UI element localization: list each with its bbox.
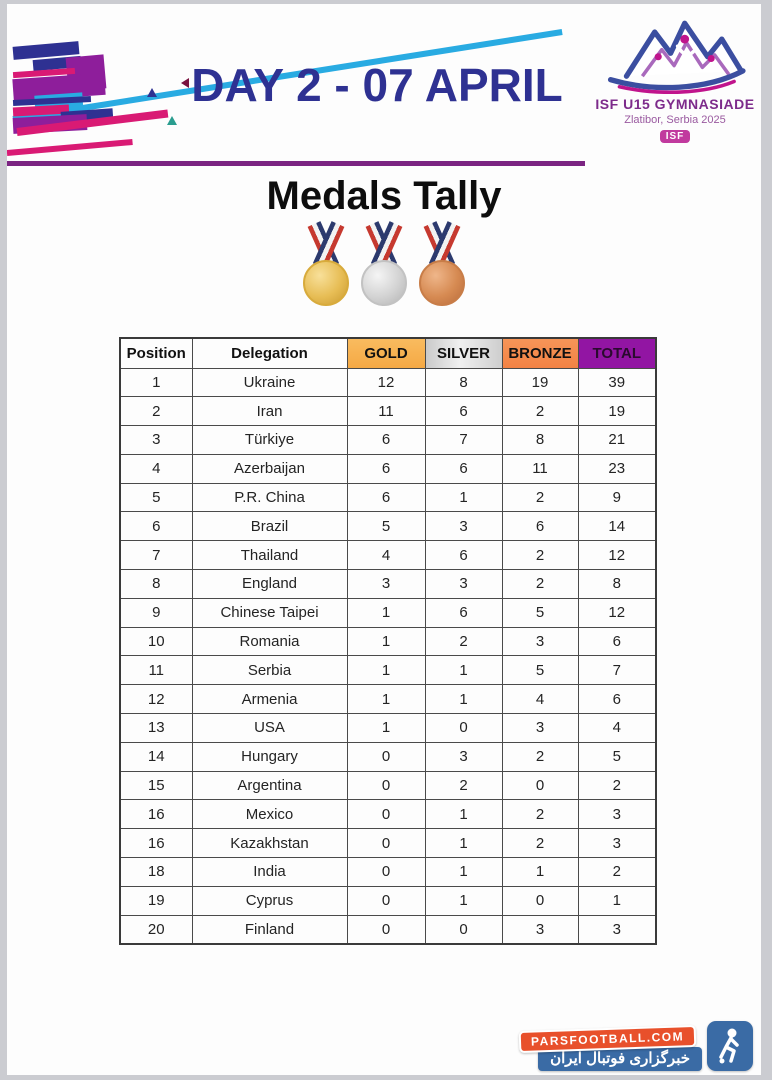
bronze-cell: 5 (502, 598, 578, 627)
total-cell: 23 (578, 454, 656, 483)
silver-cell: 3 (425, 570, 502, 599)
total-cell: 3 (578, 800, 656, 829)
silver-cell: 6 (425, 598, 502, 627)
bronze-cell: 2 (502, 829, 578, 858)
position-cell: 15 (120, 771, 192, 800)
position-cell: 13 (120, 714, 192, 743)
table-row (120, 627, 656, 656)
table-row (120, 742, 656, 771)
table-row (120, 426, 656, 455)
bronze-cell: 6 (502, 512, 578, 541)
bronze-cell: 5 (502, 656, 578, 685)
total-cell: 5 (578, 742, 656, 771)
bronze-cell: 3 (502, 915, 578, 944)
medals-table-body (120, 368, 656, 944)
gold-cell: 0 (347, 771, 425, 800)
position-cell: 5 (120, 483, 192, 512)
table-row (120, 454, 656, 483)
position-cell: 11 (120, 656, 192, 685)
delegation-cell: Thailand (192, 541, 347, 570)
delegation-cell: Argentina (192, 771, 347, 800)
total-cell: 1 (578, 886, 656, 915)
event-name: ISF U15 GYMNASIADE (595, 96, 755, 112)
table-row (120, 829, 656, 858)
gold-cell: 1 (347, 656, 425, 685)
position-cell: 9 (120, 598, 192, 627)
silver-cell: 7 (425, 426, 502, 455)
silver-cell: 1 (425, 829, 502, 858)
bronze-cell: 0 (502, 771, 578, 800)
position-cell: 16 (120, 829, 192, 858)
table-row (120, 685, 656, 714)
total-cell: 6 (578, 685, 656, 714)
total-cell: 4 (578, 714, 656, 743)
silver-cell: 8 (425, 368, 502, 397)
column-header-bronze: BRONZE (502, 338, 578, 368)
decor-triangle (167, 116, 177, 125)
bronze-cell: 4 (502, 685, 578, 714)
delegation-cell: Hungary (192, 742, 347, 771)
position-cell: 19 (120, 886, 192, 915)
bronze-cell: 2 (502, 570, 578, 599)
table-row (120, 512, 656, 541)
delegation-cell: Iran (192, 397, 347, 426)
total-cell: 21 (578, 426, 656, 455)
column-header-gold: GOLD (347, 338, 425, 368)
total-cell: 39 (578, 368, 656, 397)
position-cell: 2 (120, 397, 192, 426)
silver-cell: 1 (425, 656, 502, 685)
watermark-tagline: خبرگزاری فوتبال ایران (538, 1047, 702, 1071)
silver-cell: 3 (425, 512, 502, 541)
table-row (120, 800, 656, 829)
gold-cell: 4 (347, 541, 425, 570)
position-cell: 14 (120, 742, 192, 771)
silver-medal-icon (358, 224, 410, 306)
column-header-delegation: Delegation (192, 338, 347, 368)
section-title: Medals Tally (266, 174, 502, 218)
delegation-cell: Ukraine (192, 368, 347, 397)
bronze-cell: 1 (502, 858, 578, 887)
position-cell: 16 (120, 800, 192, 829)
table-row (120, 858, 656, 887)
silver-cell: 1 (425, 858, 502, 887)
bronze-cell: 2 (502, 742, 578, 771)
bronze-cell: 19 (502, 368, 578, 397)
decor-stripe (7, 139, 133, 156)
decor-triangle (147, 88, 157, 97)
position-cell: 6 (120, 512, 192, 541)
bronze-cell: 11 (502, 454, 578, 483)
table-row (120, 598, 656, 627)
bronze-medal-icon (416, 224, 468, 306)
position-cell: 8 (120, 570, 192, 599)
position-cell: 10 (120, 627, 192, 656)
total-cell: 19 (578, 397, 656, 426)
delegation-cell: Finland (192, 915, 347, 944)
gold-cell: 6 (347, 454, 425, 483)
gold-cell: 12 (347, 368, 425, 397)
mountains-gymnasts-icon (589, 16, 761, 94)
isf-badge: ISF (660, 130, 691, 143)
gold-cell: 0 (347, 829, 425, 858)
watermark-site: PARSFOOTBALL.COM (519, 1025, 697, 1053)
event-location: Zlatibor, Serbia 2025 (624, 114, 726, 126)
total-cell: 6 (578, 627, 656, 656)
position-cell: 4 (120, 454, 192, 483)
total-cell: 14 (578, 512, 656, 541)
medals-table (119, 337, 657, 945)
bronze-cell: 8 (502, 426, 578, 455)
silver-cell: 6 (425, 397, 502, 426)
table-row (120, 397, 656, 426)
delegation-cell: P.R. China (192, 483, 347, 512)
delegation-cell: Armenia (192, 685, 347, 714)
column-header-position: Position (120, 338, 192, 368)
silver-cell: 1 (425, 685, 502, 714)
position-cell: 18 (120, 858, 192, 887)
silver-cell: 1 (425, 800, 502, 829)
silver-cell: 2 (425, 627, 502, 656)
medal-icons (7, 224, 761, 306)
silver-cell: 6 (425, 541, 502, 570)
total-cell: 12 (578, 598, 656, 627)
gold-medal-icon (300, 224, 352, 306)
position-cell: 12 (120, 685, 192, 714)
delegation-cell: Romania (192, 627, 347, 656)
silver-cell: 2 (425, 771, 502, 800)
total-cell: 8 (578, 570, 656, 599)
column-header-total: TOTAL (578, 338, 656, 368)
gold-cell: 6 (347, 426, 425, 455)
delegation-cell: Cyprus (192, 886, 347, 915)
bronze-cell: 2 (502, 541, 578, 570)
bronze-cell: 3 (502, 627, 578, 656)
total-cell: 7 (578, 656, 656, 685)
table-row (120, 570, 656, 599)
delegation-cell: Kazakhstan (192, 829, 347, 858)
watermark (519, 1021, 753, 1071)
gold-cell: 1 (347, 598, 425, 627)
silver-cell: 1 (425, 483, 502, 512)
event-logo (589, 16, 761, 144)
gold-cell: 0 (347, 915, 425, 944)
table-row (120, 483, 656, 512)
table-row (120, 771, 656, 800)
position-cell: 20 (120, 915, 192, 944)
bronze-cell: 2 (502, 483, 578, 512)
bronze-cell: 2 (502, 800, 578, 829)
silver-cell: 6 (425, 454, 502, 483)
delegation-cell: England (192, 570, 347, 599)
document-page (7, 4, 761, 1075)
delegation-cell: Serbia (192, 656, 347, 685)
table-row (120, 714, 656, 743)
column-header-silver: SILVER (425, 338, 502, 368)
delegation-cell: India (192, 858, 347, 887)
table-row (120, 656, 656, 685)
silver-cell: 0 (425, 915, 502, 944)
bronze-cell: 0 (502, 886, 578, 915)
page-title: DAY 2 - 07 APRIL (191, 59, 563, 111)
total-cell: 12 (578, 541, 656, 570)
gold-cell: 0 (347, 886, 425, 915)
table-header-row (120, 338, 656, 368)
gold-cell: 1 (347, 685, 425, 714)
gold-cell: 0 (347, 858, 425, 887)
gold-cell: 6 (347, 483, 425, 512)
total-cell: 2 (578, 858, 656, 887)
delegation-cell: Türkiye (192, 426, 347, 455)
footballer-icon (707, 1021, 753, 1071)
position-cell: 3 (120, 426, 192, 455)
total-cell: 3 (578, 829, 656, 858)
gold-cell: 1 (347, 627, 425, 656)
position-cell: 7 (120, 541, 192, 570)
gold-cell: 3 (347, 570, 425, 599)
position-cell: 1 (120, 368, 192, 397)
silver-cell: 0 (425, 714, 502, 743)
table-row (120, 915, 656, 944)
silver-cell: 1 (425, 886, 502, 915)
gold-cell: 11 (347, 397, 425, 426)
gold-cell: 1 (347, 714, 425, 743)
total-cell: 3 (578, 915, 656, 944)
table-row (120, 368, 656, 397)
bronze-cell: 2 (502, 397, 578, 426)
gold-cell: 0 (347, 800, 425, 829)
delegation-cell: Chinese Taipei (192, 598, 347, 627)
gold-cell: 5 (347, 512, 425, 541)
delegation-cell: Mexico (192, 800, 347, 829)
bronze-cell: 3 (502, 714, 578, 743)
delegation-cell: Brazil (192, 512, 347, 541)
table-row (120, 886, 656, 915)
delegation-cell: USA (192, 714, 347, 743)
header-divider (7, 161, 585, 166)
table-row (120, 541, 656, 570)
silver-cell: 3 (425, 742, 502, 771)
total-cell: 9 (578, 483, 656, 512)
delegation-cell: Azerbaijan (192, 454, 347, 483)
gold-cell: 0 (347, 742, 425, 771)
total-cell: 2 (578, 771, 656, 800)
